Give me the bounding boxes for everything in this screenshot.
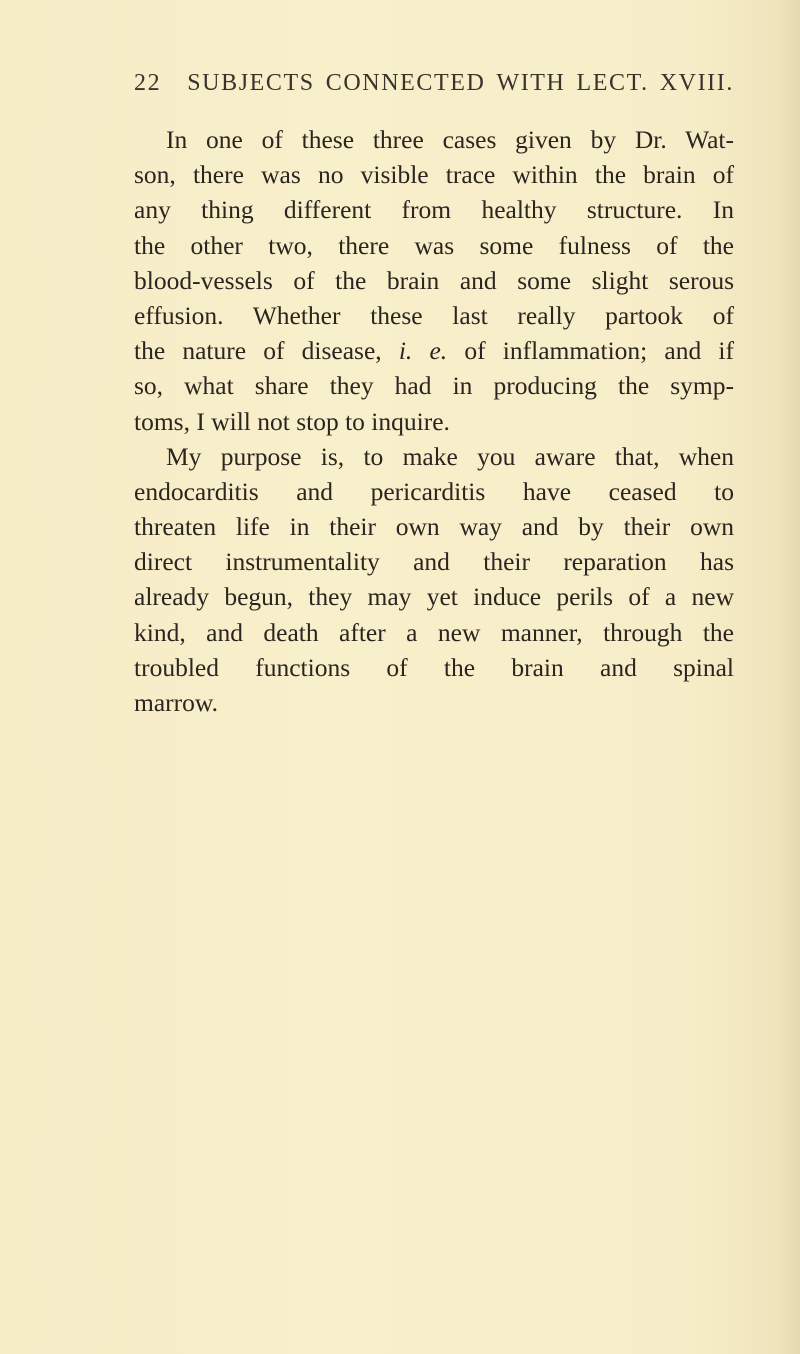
italic-abbreviation: i. e. — [398, 336, 448, 366]
text-line: My purpose is, to make you aware that, when — [166, 441, 734, 471]
page-number: 22 — [134, 70, 162, 96]
running-head-word: CONNECTED — [325, 70, 486, 96]
running-head — [134, 70, 734, 110]
running-head-word: XVIII. — [659, 70, 734, 96]
text-line: endocarditis and pericarditis have ceased to — [134, 476, 734, 506]
running-head-word: LECT. — [576, 70, 649, 96]
text-line: son, there was no visible trace within the brain of — [134, 160, 734, 190]
text-line-italic-abbrev: the nature of disease, i. e. of inflammation; and if — [134, 336, 734, 366]
running-head-word: SUBJECTS — [187, 70, 315, 96]
text-line: threaten life in their own way and by their own — [134, 512, 734, 542]
text-line: any thing different from healthy structure. In — [134, 195, 734, 225]
text-line: already begun, they may yet induce perils of a new — [134, 582, 734, 612]
text-line: kind, and death after a new manner, through the — [134, 617, 734, 647]
text-line: the other two, there was some fulness of the — [134, 230, 734, 260]
body-text — [134, 122, 734, 720]
text-line: toms, I will not stop to inquire. — [134, 406, 450, 436]
text-line: In one of these three cases given by Dr. Wat- — [166, 125, 734, 154]
text-line: troubled functions of the brain and spinal — [134, 652, 734, 682]
text-line: direct instrumentality and their reparation has — [134, 547, 734, 577]
text-line: blood-vessels of the brain and some slight serous — [134, 265, 734, 295]
running-head-title — [187, 70, 734, 97]
text-line: so, what share they had in producing the symp- — [134, 371, 734, 401]
running-head-word: WITH — [496, 70, 566, 96]
text-line: marrow. — [134, 688, 219, 717]
text-line: effusion. Whether these last really partook of — [134, 300, 734, 330]
